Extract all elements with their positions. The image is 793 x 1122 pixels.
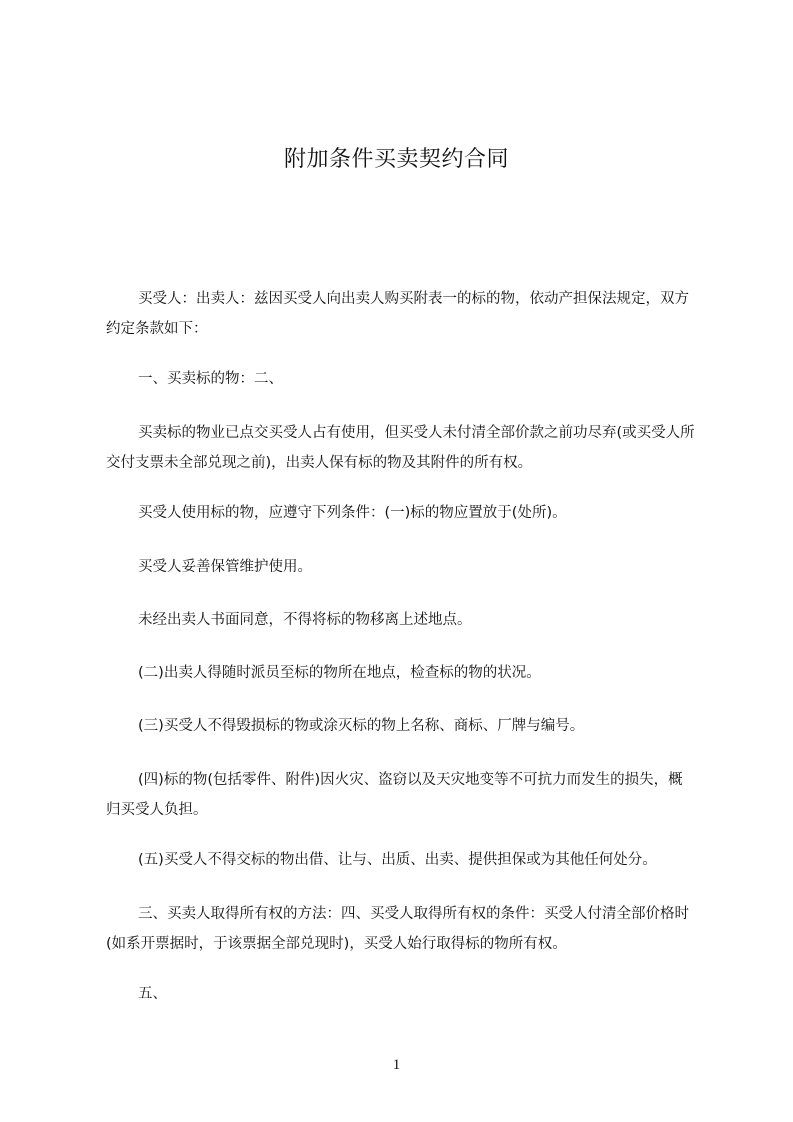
- paragraph-usage-conditions: 买受人使用标的物，应遵守下列条件：(一)标的物应置放于(处所)。: [138, 505, 567, 521]
- paragraph-section-five: 五、: [138, 986, 167, 1002]
- page-number: 1: [392, 1057, 401, 1073]
- paragraph-no-damage: (三)买受人不得毁损标的物或涂灭标的物上名称、商标、厂牌与编号。: [138, 718, 585, 734]
- paragraph-relocation: 未经出卖人书面同意，不得将标的物移离上述地点。: [138, 612, 472, 628]
- paragraph-title-transfer: 三、买卖人取得所有权的方法：四、买受人取得所有权的条件：买受人付清全部价格时(如系开票据时，于该票据全部兑现时)，买受人始行取得标的物所有权。: [106, 906, 689, 952]
- paragraph-section-one: 一、买卖标的物：二、: [138, 371, 283, 387]
- paragraph-ownership: 买卖标的物业已点交买受人占有使用，但买受人未付清全部价款之前功尽弃(或买受人所交付支票未全部兑现之前)，出卖人保有标的物及其附件的所有权。: [106, 425, 695, 471]
- paragraph-inspection: (二)出卖人得随时派员至标的物所在地点，检查标的物的状况。: [138, 665, 541, 681]
- document-title: 附加条件买卖契约合同: [283, 147, 509, 172]
- paragraph-no-disposal: (五)买受人不得交标的物出借、让与、出质、出卖、提供担保或为其他任何处分。: [138, 852, 657, 868]
- paragraph-loss: (四)标的物(包括零件、附件)因火灾、盗窃以及天灾地变等不可抗力而发生的损失，概归买受人负担。: [106, 772, 683, 818]
- paragraph-maintenance: 买受人妥善保管维护使用。: [138, 559, 312, 575]
- paragraph-parties: 买受人：出卖人：兹因买受人向出卖人购买附表一的标的物，依动产担保法规定，双方约定条款如下：: [106, 291, 689, 337]
